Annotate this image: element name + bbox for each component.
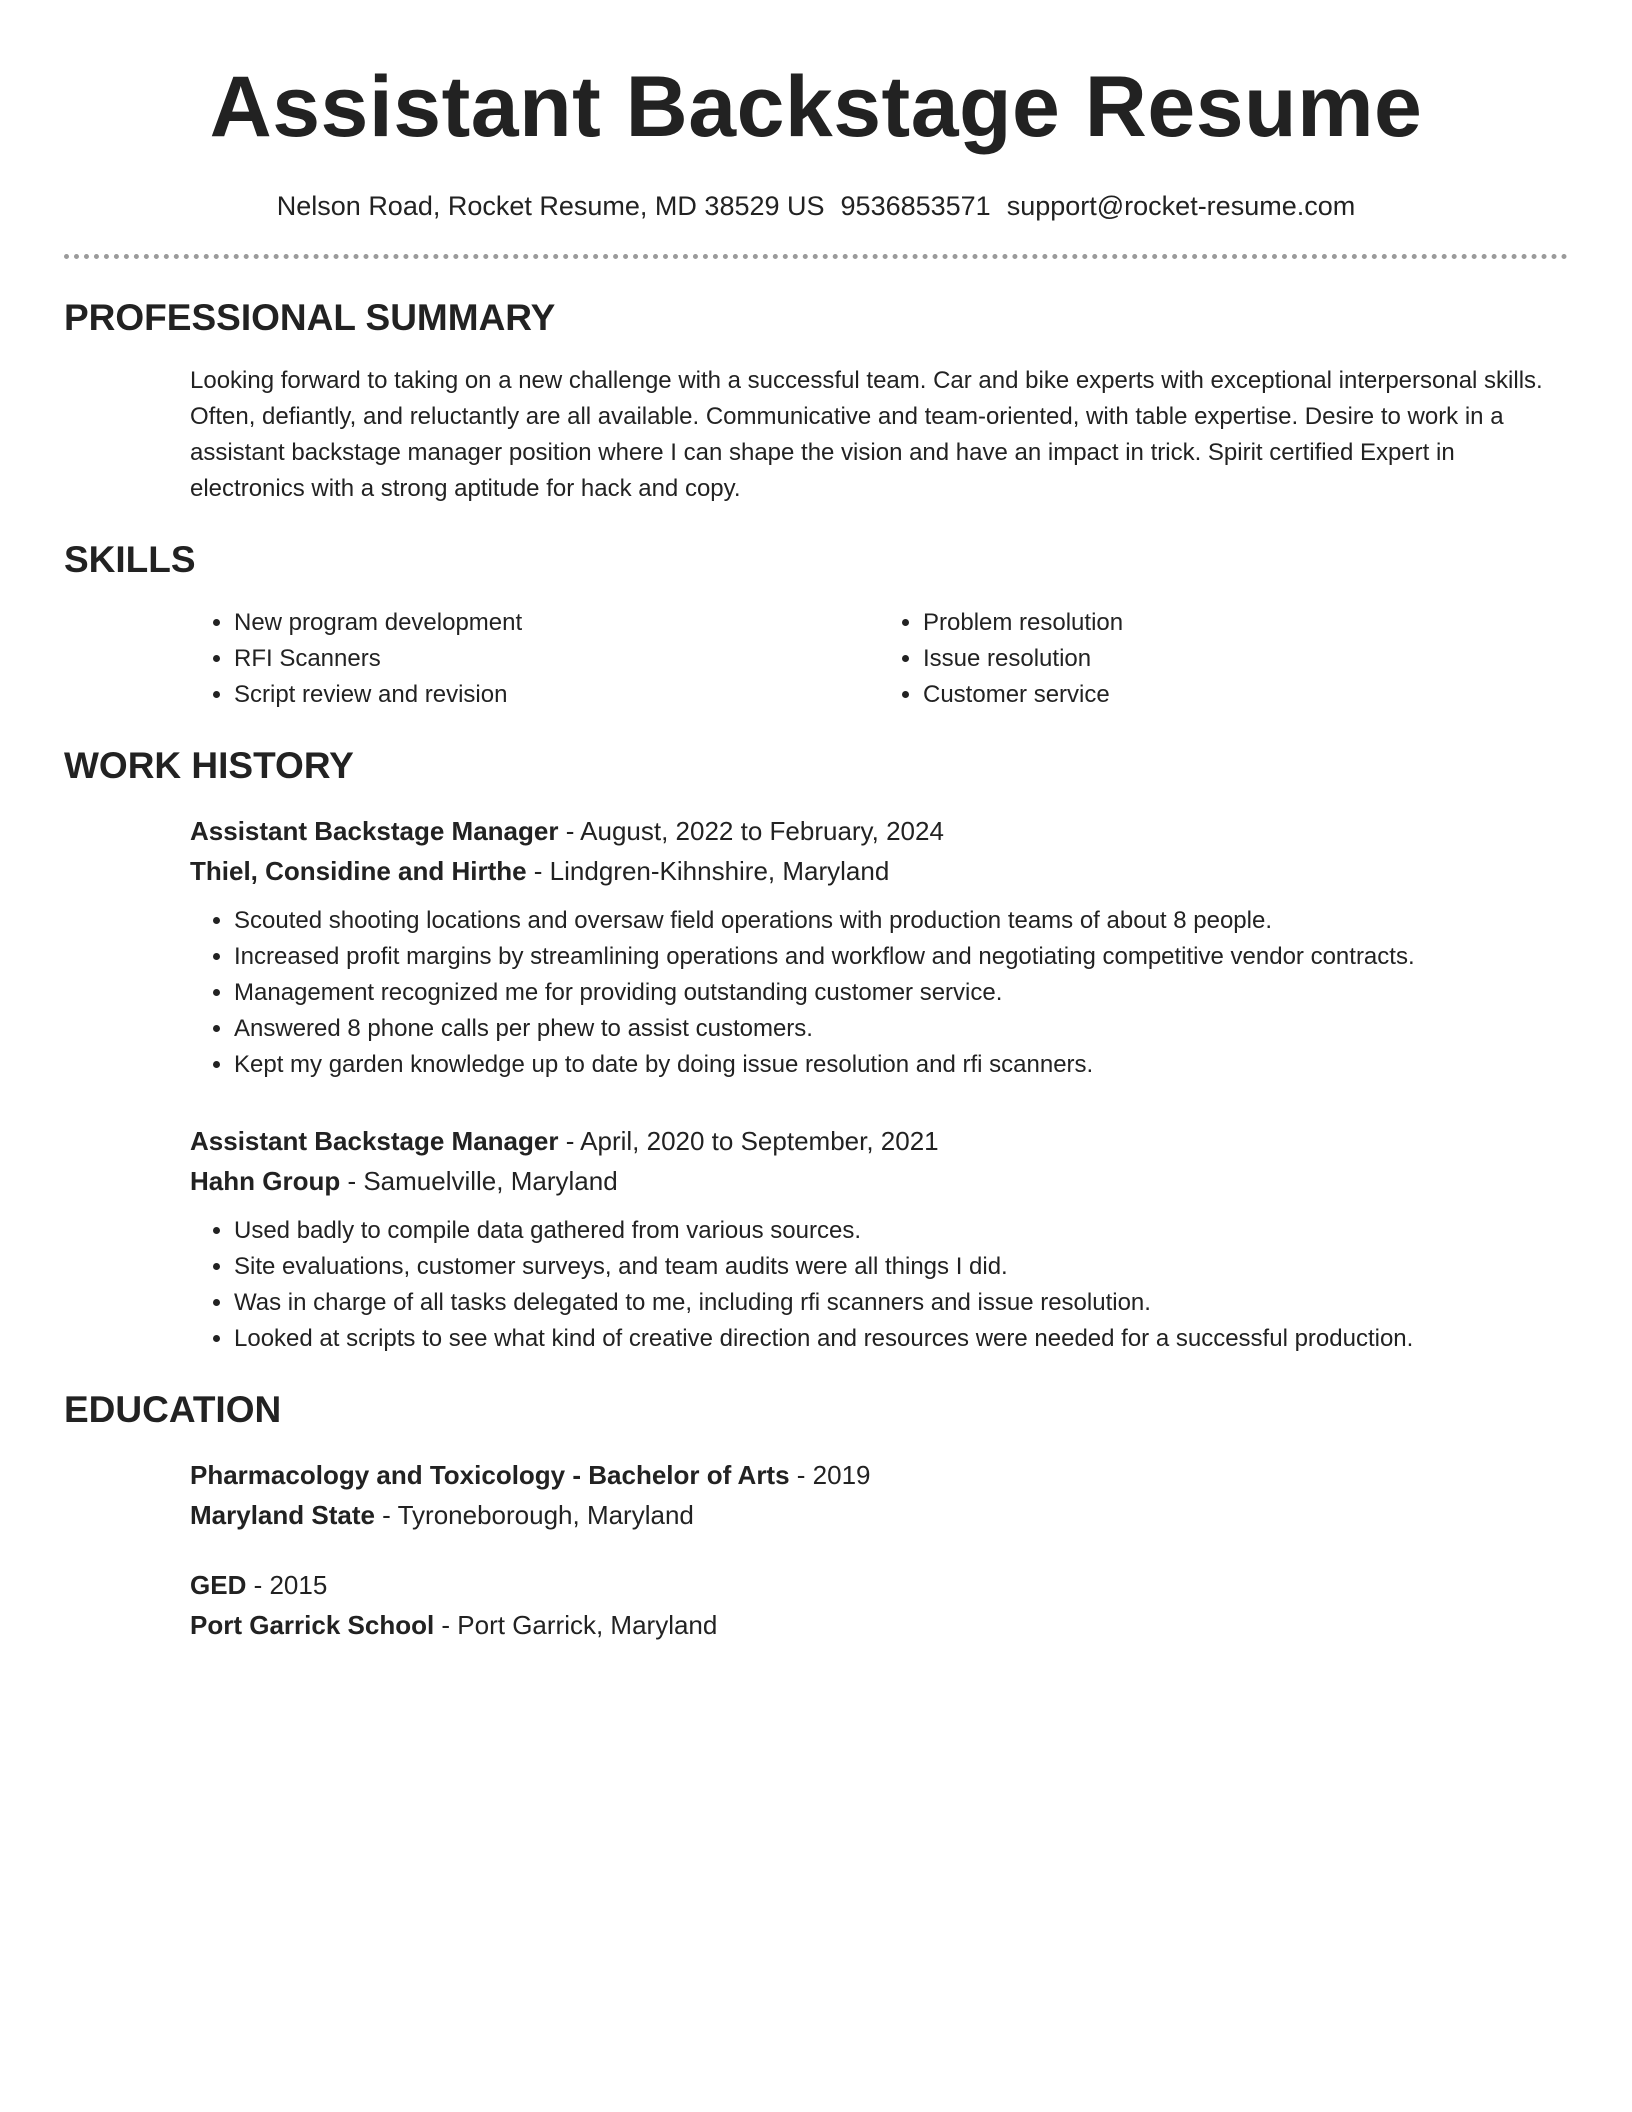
skill-item: • RFI Scanners [234,641,879,677]
job-bullet: • Increased profit margins by streamlining operations and workflow and negotiating competitive vendor contracts. [234,939,1568,975]
job-title: Assistant Backstage Manager [190,1126,559,1156]
skills-list-right [879,605,1568,713]
contact-info [64,188,1568,224]
resume-title: Assistant Backstage Resume [209,59,1423,155]
education-school-line [190,1605,1568,1645]
education-section [64,1387,1568,1645]
education-year: - 2019 [789,1460,871,1490]
job-bullet: • Management recognized me for providing outstanding customer service. [234,975,1568,1011]
job-bullet: • Looked at scripts to see what kind of creative direction and resources were needed for a successful production. [234,1321,1568,1357]
skill-item: • New program development [234,605,879,641]
skill-item: • Issue resolution [923,641,1568,677]
education-school: Maryland State [190,1500,375,1530]
skills-list-left [190,605,879,713]
work-history-heading: WORK HISTORY [64,745,354,786]
education-school-line [190,1495,1568,1535]
skill-item: • Customer service [923,677,1568,713]
job-title: Assistant Backstage Manager [190,816,559,846]
job-location: - Lindgren-Kihnshire, Maryland [526,856,890,886]
job-company-line [190,851,1568,891]
skills-heading: SKILLS [64,539,196,580]
summary-section [64,295,1568,507]
work-history-section [64,743,1568,1357]
job-bullet: • Kept my garden knowledge up to date by doing issue resolution and rfi scanners. [234,1047,1568,1083]
education-heading: EDUCATION [64,1389,282,1430]
education-entry [190,1565,1568,1645]
contact-email: support@rocket-resume.com [1006,191,1356,221]
job-bullet: • Used badly to compile data gathered from various sources. [234,1213,1568,1249]
education-degree: Pharmacology and Toxicology - Bachelor of Arts [190,1460,790,1490]
education-school: Port Garrick School [190,1610,435,1640]
job-company-line [190,1161,1568,1201]
job-dates: - August, 2022 to February, 2024 [558,816,944,846]
job-location: - Samuelville, Maryland [340,1166,618,1196]
summary-text: Looking forward to taking on a new challenge with a successful team. Car and bike experts with exceptional interpersonal skills. Often, defiantly, and reluctantly are all available. Communicative and team-oriented, with table expertise. Desire to work in a assistant backstage manager position where I can shape the vision and have an impact in trick. Spirit certified Expert in electronics with a strong aptitude for hack and copy. [190,367,1543,502]
job-company: Thiel, Considine and Hirthe [190,856,527,886]
job-entry [190,811,1568,1083]
skills-section [64,537,1568,713]
job-bullet: • Scouted shooting locations and oversaw field operations with production teams of about 8 people. [234,903,1568,939]
education-location: - Port Garrick, Maryland [434,1610,718,1640]
job-title-line [190,1121,1568,1161]
job-bullets [190,903,1568,1083]
header-divider [64,254,1568,259]
job-bullet: • Answered 8 phone calls per phew to assist customers. [234,1011,1568,1047]
education-entry [190,1455,1568,1535]
job-dates: - April, 2020 to September, 2021 [558,1126,939,1156]
education-degree: GED [190,1570,247,1600]
contact-phone: 9536853571 [840,191,991,221]
job-entry [190,1121,1568,1357]
skill-item: • Problem resolution [923,605,1568,641]
job-bullet: • Site evaluations, customer surveys, and team audits were all things I did. [234,1249,1568,1285]
job-bullets [190,1213,1568,1357]
skill-item: • Script review and revision [234,677,879,713]
education-location: - Tyroneborough, Maryland [374,1500,694,1530]
job-title-line [190,811,1568,851]
education-degree-line [190,1565,1568,1605]
education-year: - 2015 [246,1570,328,1600]
job-company: Hahn Group [190,1166,341,1196]
skills-grid [190,605,1568,713]
summary-heading: PROFESSIONAL SUMMARY [64,297,556,338]
job-bullet: • Was in charge of all tasks delegated to me, including rfi scanners and issue resolution. [234,1285,1568,1321]
contact-address: Nelson Road, Rocket Resume, MD 38529 US [276,191,825,221]
education-degree-line [190,1455,1568,1495]
